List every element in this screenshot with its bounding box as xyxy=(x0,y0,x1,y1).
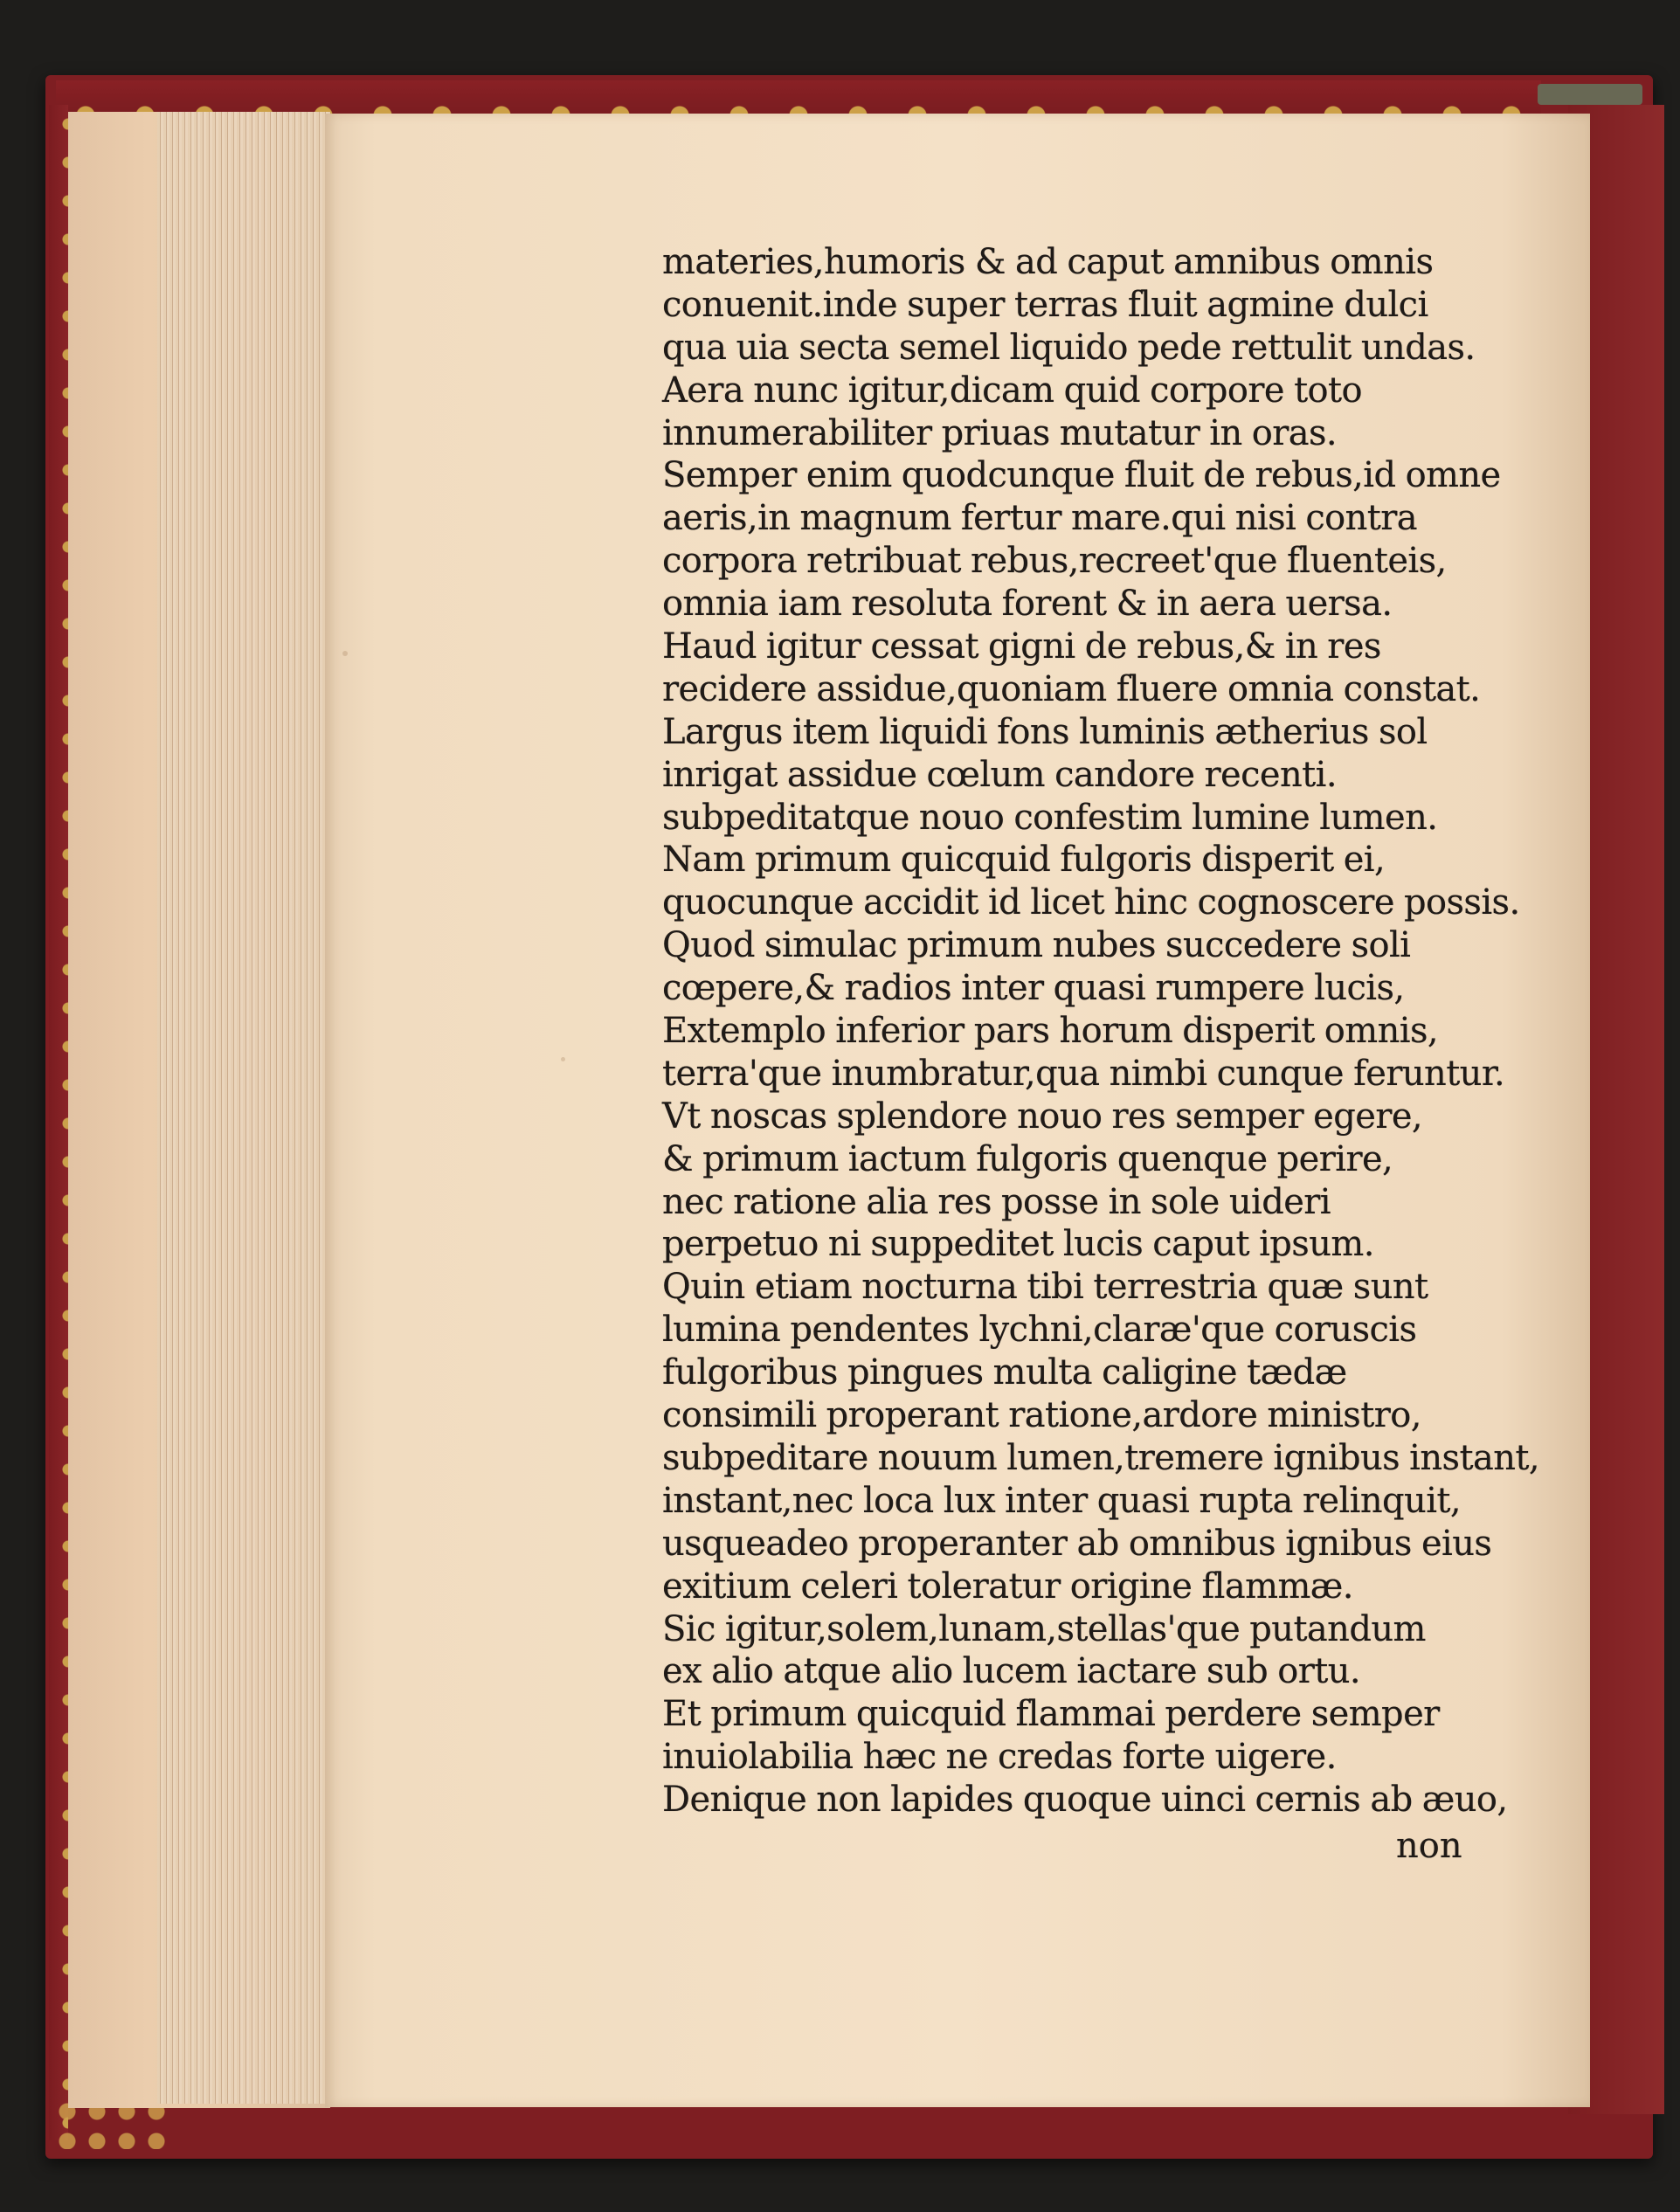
text-line: recidere assidue,quoniam fluere omnia constat. xyxy=(662,668,1481,709)
text-line: Haud igitur cessat gigni de rebus,& in res xyxy=(662,626,1381,667)
text-line: instant,nec loca lux inter quasi rupta relinquit, xyxy=(662,1480,1461,1521)
text-line: aeris,in magnum fertur mare.qui nisi contra xyxy=(662,498,1418,539)
text-line: Vt noscas splendore nouo res semper egere, xyxy=(662,1096,1423,1137)
text-line: perpetuo ni suppeditet lucis caput ipsum. xyxy=(662,1224,1374,1265)
gilt-border-left xyxy=(49,105,68,2140)
text-line: lumina pendentes lychni,claræ'que coruscis xyxy=(662,1310,1417,1351)
text-line: conuenit.inde super terras fluit agmine dulci xyxy=(662,284,1428,325)
text-line: fulgoribus pingues multa caligine tædæ xyxy=(662,1352,1347,1393)
text-line: exitium celeri toleratur origine flammæ. xyxy=(662,1566,1353,1607)
text-line: corpora retribuat rebus,recreet'que fluenteis, xyxy=(662,541,1447,582)
text-line: consimili properant ratione,ardore ministro, xyxy=(662,1395,1421,1436)
catchword: non xyxy=(1396,1826,1462,1866)
text-line: Aera nunc igitur,dicam quid corpore toto xyxy=(662,370,1363,411)
text-line: Sic igitur,solem,lunam,stellas'que putandum xyxy=(662,1608,1426,1649)
poem-text xyxy=(662,241,1539,1821)
text-line: quocunque accidit id licet hinc cognoscere possis. xyxy=(662,882,1520,923)
text-line: nec ratione alia res posse in sole uideri xyxy=(662,1181,1331,1222)
text-line: Semper enim quodcunque fluit de rebus,id omne xyxy=(662,455,1501,496)
text-line: usqueadeo properanter ab omnibus ignibus eius xyxy=(662,1523,1492,1564)
text-line: cœpere,& radios inter quasi rumpere lucis, xyxy=(662,968,1405,1009)
text-line: Quod simulac primum nubes succedere soli xyxy=(662,925,1411,966)
foxing-spot xyxy=(342,651,348,656)
text-line: terra'que inumbratur,qua nimbi cunque feruntur. xyxy=(662,1053,1505,1094)
text-line: Denique non lapides quoque uinci cernis ab æuo, xyxy=(662,1780,1508,1821)
text-line: ex alio atque alio lucem iactare sub ortu. xyxy=(662,1651,1360,1692)
text-line: Largus item liquidi fons luminis ætherius sol xyxy=(662,711,1428,752)
ribbon-marker xyxy=(1538,84,1642,105)
text-line: inrigat assidue cœlum candore recenti. xyxy=(662,754,1337,795)
foxing-spot xyxy=(561,1057,565,1061)
text-line: innumerabiliter priuas mutatur in oras. xyxy=(662,412,1338,453)
text-line: materies,humoris & ad caput amnibus omnis xyxy=(662,242,1434,282)
text-line: Et primum quicquid flammai perdere semper xyxy=(662,1694,1440,1735)
page-edges xyxy=(157,112,330,2104)
text-line: Quin etiam nocturna tibi terrestria quæ sunt xyxy=(662,1267,1428,1308)
gilt-border-top xyxy=(56,80,1541,115)
text-line: Nam primum quicquid fulgoris disperit ei, xyxy=(662,840,1386,881)
text-line: qua uia secta semel liquido pede rettulit undas. xyxy=(662,327,1476,368)
text-line: & primum iactum fulgoris quenque perire, xyxy=(662,1138,1393,1179)
text-line: omnia iam resoluta forent & in aera uersa. xyxy=(662,584,1393,625)
text-line: subpeditare nouum lumen,tremere ignibus instant, xyxy=(662,1437,1539,1478)
text-line: subpeditatque nouo confestim lumine lumen. xyxy=(662,797,1438,838)
text-line: inuiolabilia hæc ne credas forte uigere. xyxy=(662,1737,1337,1778)
text-line: Extemplo inferior pars horum disperit omnis, xyxy=(662,1011,1438,1052)
